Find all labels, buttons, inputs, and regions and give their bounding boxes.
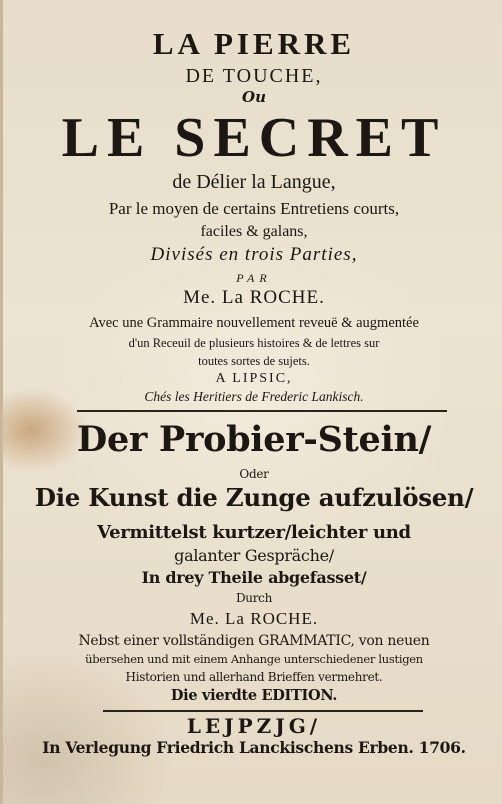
divider-rule-bottom	[103, 710, 423, 712]
german-edition: Die vierdte EDITION.	[170, 687, 338, 704]
german-place: LEJPZJG/	[186, 714, 322, 738]
french-place: A LIPSIC,	[215, 371, 293, 386]
french-line2: faciles & galans,	[200, 223, 308, 240]
french-or: Ou	[242, 88, 266, 106]
french-title-line2: DE TOUCHE,	[185, 65, 323, 87]
german-imprint: In Verlegung Friedrich Lanckischens Erben. 1706.	[42, 738, 466, 757]
french-subtitle: de Délier la Langue,	[172, 171, 336, 193]
german-oder: Oder	[239, 467, 269, 481]
french-title-line1: LA PIERRE	[152, 26, 356, 61]
german-line1: Vermittelst kurtzer/leichter und	[97, 522, 411, 543]
german-durch: Durch	[235, 591, 273, 605]
french-publisher: Chés les Heritiers de Frederic Lankisch.	[144, 389, 364, 404]
german-author: Me. La ROCHE.	[189, 609, 319, 628]
french-grammar-line1: Avec une Grammaire nouvellement reveuë & augmentée	[89, 315, 419, 331]
french-grammar-line2: d'un Receuil de plusieurs histoires & de lettres sur	[128, 336, 380, 350]
german-line2: galanter Gespräche/	[174, 546, 334, 565]
french-par: PAR	[236, 271, 272, 285]
german-grammar-line2: übersehen und mit einem Anhange unterschiedener lustigen	[85, 652, 423, 666]
german-grammar-line3: Historien und allerhand Brieffen vermehret.	[125, 670, 383, 684]
french-author: Me. La ROCHE.	[183, 287, 325, 308]
german-grammar-line1: Nebst einer vollständigen GRAMMATIC, von neuen	[78, 633, 430, 649]
german-line3: In drey Theile abgefasset/	[141, 568, 367, 587]
french-grammar-line3: toutes sortes de sujets.	[198, 354, 310, 368]
french-title-main: LE SECRET	[61, 107, 447, 169]
german-title-main: Der Probier-Stein/	[76, 419, 432, 460]
french-line3: Divisés en trois Parties,	[150, 244, 358, 265]
french-line1: Par le moyen de certains Entretiens courts,	[108, 199, 400, 218]
divider-rule-top	[77, 410, 447, 412]
german-title-sub: Die Kunst die Zunge aufzulösen/	[34, 483, 474, 512]
